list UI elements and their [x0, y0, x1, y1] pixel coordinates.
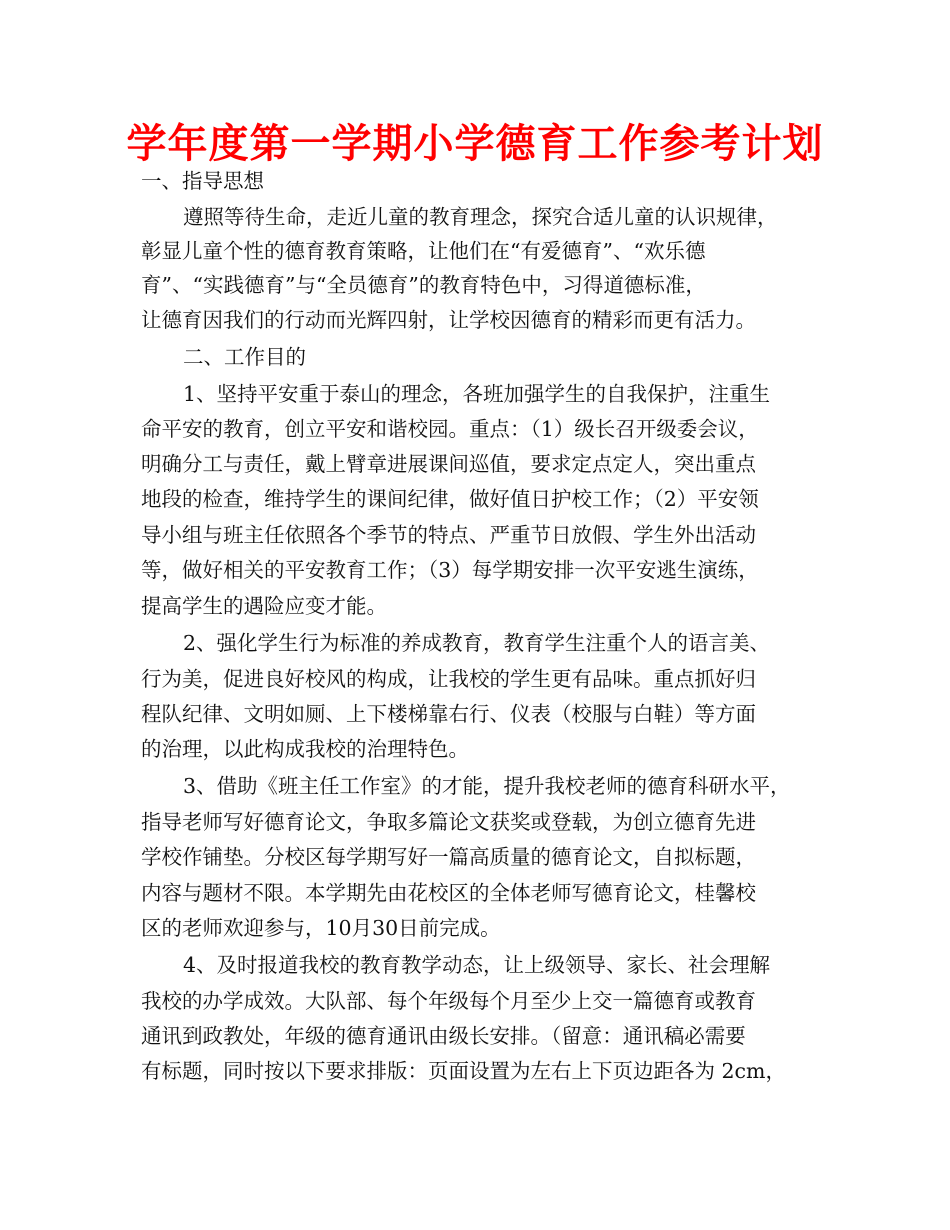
paragraph-line: 彰显儿童个性的德育教育策略，让他们在“有爱德育”、“欢乐德: [141, 239, 706, 263]
paragraph-line: 区的老师欢迎参与，10月30日前完成。: [141, 916, 501, 940]
paragraph-line: 3、借助《班主任工作室》的才能，提升我校老师的德育科研水平，: [183, 774, 791, 798]
paragraph-line: 地段的检查，维持学生的课间纪律，做好值日护校工作；（2）平安领: [141, 487, 759, 511]
paragraph-line: 的治理，以此构成我校的治理特色。: [141, 737, 469, 761]
paragraph-line: 内容与题材不限。本学期先由花校区的全体老师写德育论文，桂馨校: [141, 881, 756, 905]
paragraph-line: 育”、“实践德育”与“全员德育”的教育特色中，习得道德标准，: [141, 273, 706, 297]
paragraph-line: 学校作铺垫。分校区每学期写好一篇高质量的德育论文，自拟标题，: [141, 845, 756, 869]
paragraph-line: 程队纪律、文明如厕、上下楼梯靠右行、仪表（校服与白鞋）等方面: [141, 702, 756, 726]
paragraph-line: 2、强化学生行为标准的养成教育，教育学生注重个人的语言美、: [183, 631, 771, 655]
paragraph-line: 行为美，促进良好校风的构成，让我校的学生更有品味。重点抓好归: [141, 667, 756, 691]
paragraph-line: 命平安的教育，创立平安和谐校园。重点：（1）级长召开级委会议，: [141, 417, 759, 441]
paragraph-line: 提高学生的遇险应变才能。: [141, 594, 387, 618]
document-title: 学年度第一学期小学德育工作参考计划: [126, 121, 824, 167]
section-heading-guiding-thought: 一、指导思想: [141, 169, 264, 193]
paragraph-line: 通讯到政教处，年级的德育通讯由级长安排。（留意：通讯稿必需要: [141, 1024, 746, 1048]
paragraph-line: 导小组与班主任依照各个季节的特点、严重节日放假、学生外出活动: [141, 523, 756, 547]
section-heading-work-goals: 二、工作目的: [183, 345, 306, 369]
paragraph-line: 指导老师写好德育论文，争取多篇论文获奖或登载，为创立德育先进: [141, 810, 756, 834]
paragraph-line: 1、坚持平安重于泰山的理念，各班加强学生的自我保护，注重生: [183, 382, 771, 406]
paragraph-line: 有标题，同时按以下要求排版：页面设置为左右上下页边距各为 2cm，: [141, 1059, 786, 1083]
paragraph-line: 让德育因我们的行动而光辉四射，让学校因德育的精彩而更有活力。: [141, 308, 756, 332]
paragraph-line: 等，做好相关的平安教育工作；（3）每学期安排一次平安逃生演练，: [141, 558, 759, 582]
paragraph-line: 4、及时报道我校的教育教学动态，让上级领导、家长、社会理解: [183, 953, 771, 977]
paragraph-line: 明确分工与责任，戴上臂章进展课间巡值，要求定点定人，突出重点: [141, 452, 756, 476]
paragraph-line: 遵照等待生命，走近儿童的教育理念，探究合适儿童的认识规律，: [183, 205, 778, 229]
paragraph-line: 我校的办学成效。大队部、每个年级每个月至少上交一篇德育或教育: [141, 989, 756, 1013]
